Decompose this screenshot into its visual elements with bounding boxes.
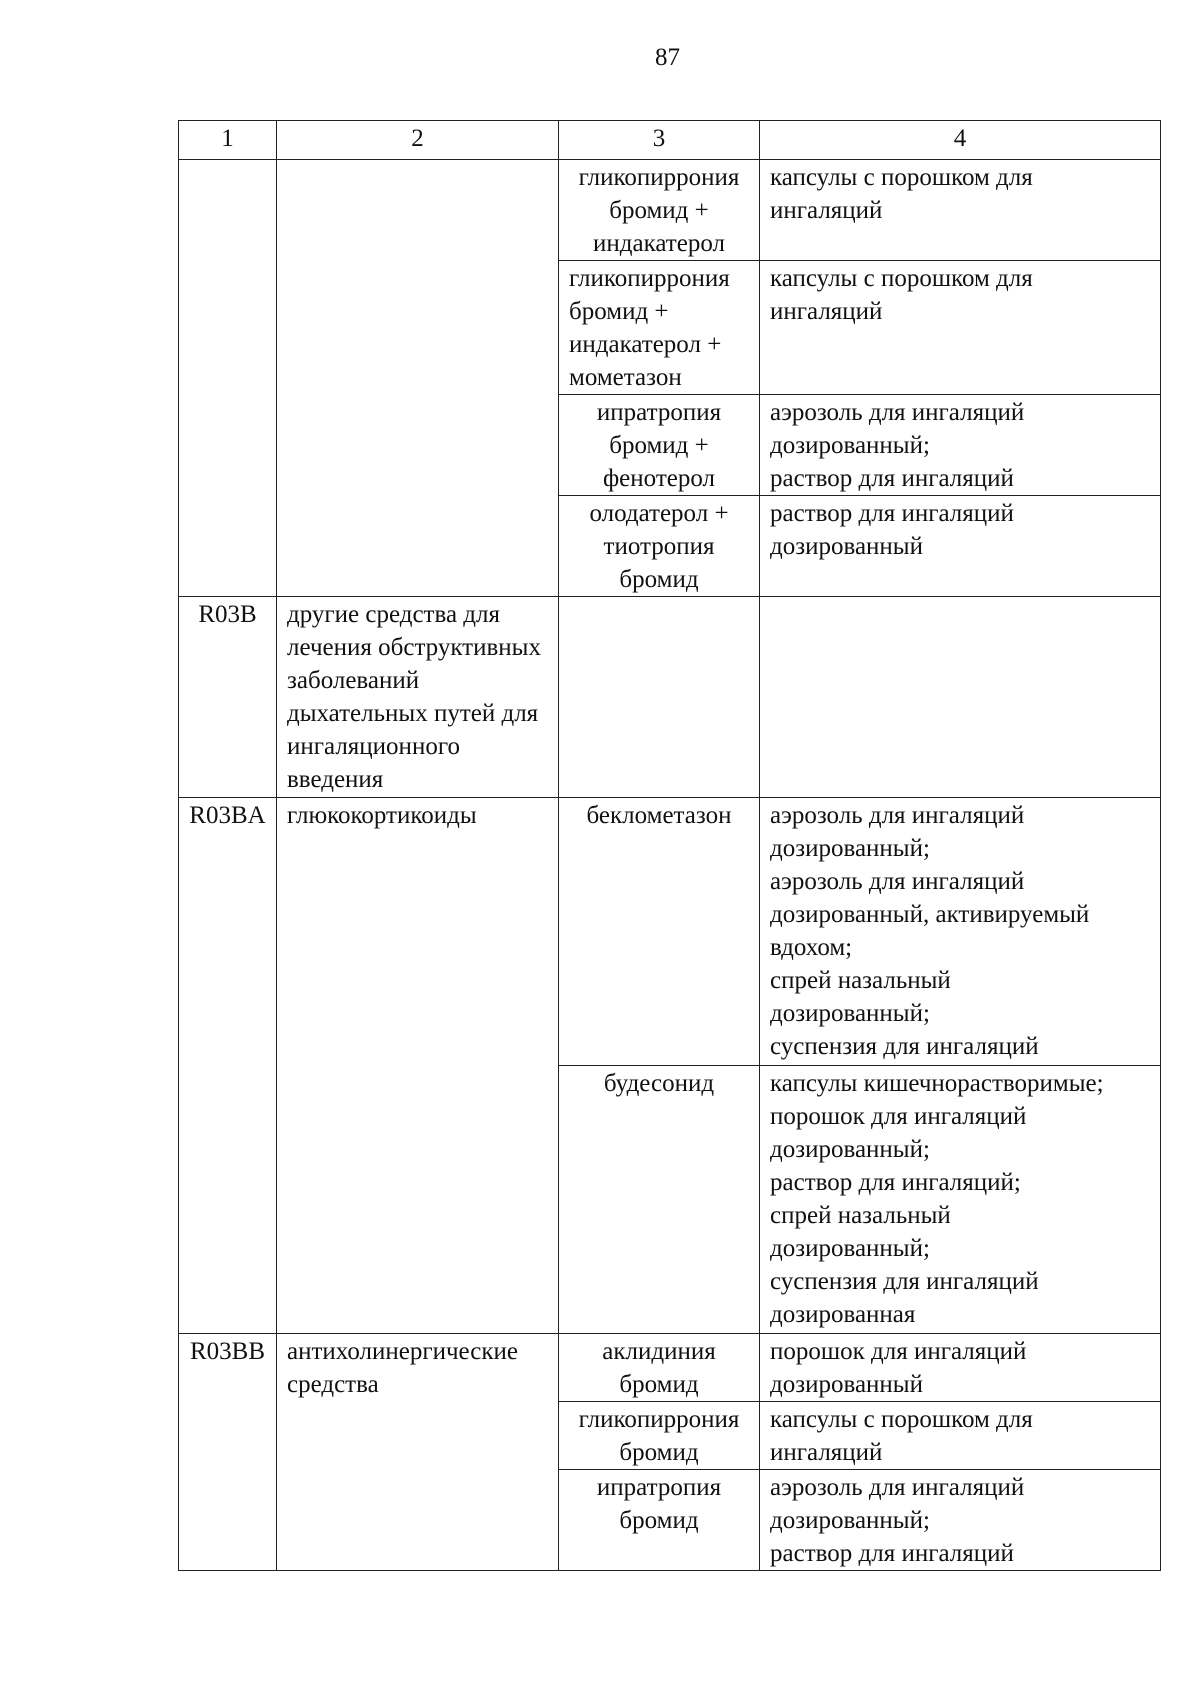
table-row	[179, 160, 1161, 261]
code-text: R03B	[198, 601, 257, 628]
form-text: капсулы с порошком для ингаляций	[770, 265, 1033, 325]
inn-cell	[559, 1470, 760, 1571]
code-cell	[179, 597, 277, 798]
inn-text: беклометазон	[586, 802, 732, 829]
group-cell	[277, 1334, 559, 1571]
table-row	[179, 798, 1161, 1066]
column-header-group: 2	[277, 121, 559, 160]
inn-text: ипратропия бромид + фенотерол	[596, 399, 722, 492]
form-cell	[760, 1334, 1161, 1402]
inn-cell	[559, 395, 760, 496]
form-text: капсулы с порошком для ингаляций	[770, 1406, 1033, 1466]
inn-cell	[559, 261, 760, 395]
form-cell	[760, 160, 1161, 261]
code-cell	[179, 798, 277, 1334]
form-cell	[760, 1402, 1161, 1470]
group-cell	[277, 798, 559, 1334]
inn-cell	[559, 1402, 760, 1470]
inn-text: олодатерол + тиотропия бромид	[589, 500, 729, 593]
code-cell	[179, 1334, 277, 1571]
form-text: аэрозоль для ингаляций дозированный; раствор для ингаляций	[770, 399, 1025, 492]
form-cell	[760, 496, 1161, 597]
group-cell	[277, 160, 559, 597]
form-text: аэрозоль для ингаляций дозированный; раствор для ингаляций	[770, 1474, 1025, 1567]
form-text: аэрозоль для ингаляций дозированный; аэрозоль для ингаляций дозированный, активируемый вдохом; спрей назальный дозированный; суспензия для ингаляций	[770, 802, 1090, 1060]
form-text: порошок для ингаляций дозированный	[770, 1338, 1027, 1398]
code-text: R03BA	[189, 802, 266, 829]
form-cell	[760, 395, 1161, 496]
column-header-form: 4	[760, 121, 1161, 160]
inn-text: гликопиррония бромид + индакатерол	[578, 164, 740, 257]
form-cell	[760, 1470, 1161, 1571]
inn-text: ипратропия бромид	[596, 1474, 722, 1534]
code-text: R03BB	[189, 1338, 266, 1365]
inn-cell	[559, 597, 760, 798]
drug-table	[178, 120, 1161, 1571]
inn-cell	[559, 496, 760, 597]
inn-text: гликопиррония бромид	[578, 1406, 740, 1466]
form-cell	[760, 261, 1161, 395]
form-text: капсулы кишечнорастворимые; порошок для ингаляций дозированный; раствор для ингаляций; спрей назальный дозированный; суспензия для ингаляций дозированная	[770, 1070, 1104, 1328]
inn-text: будесонид	[603, 1070, 715, 1097]
form-cell	[760, 798, 1161, 1066]
group-cell	[277, 597, 559, 798]
code-cell	[179, 160, 277, 597]
inn-cell	[559, 798, 760, 1066]
table-header-row	[179, 121, 1161, 160]
page-number: 87	[655, 44, 680, 71]
group-name-text: другие средства для лечения обструктивных заболеваний дыхательных путей для ингаляционного введения	[287, 601, 541, 793]
group-name-text: антихолинергические средства	[287, 1338, 518, 1398]
form-text: раствор для ингаляций дозированный	[770, 500, 1014, 560]
column-header-inn: 3	[559, 121, 760, 160]
group-name-text: глюкокортикоиды	[287, 802, 477, 829]
table-row	[179, 1334, 1161, 1402]
inn-text: гликопиррония бромид + индакатерол + мометазон	[569, 265, 730, 391]
column-header-code: 1	[179, 121, 277, 160]
form-text: капсулы с порошком для ингаляций	[770, 164, 1033, 224]
inn-text: аклидиния бромид	[602, 1338, 716, 1398]
table-row	[179, 597, 1161, 798]
inn-cell	[559, 160, 760, 261]
form-cell	[760, 1066, 1161, 1334]
inn-cell	[559, 1334, 760, 1402]
inn-cell	[559, 1066, 760, 1334]
form-cell	[760, 597, 1161, 798]
